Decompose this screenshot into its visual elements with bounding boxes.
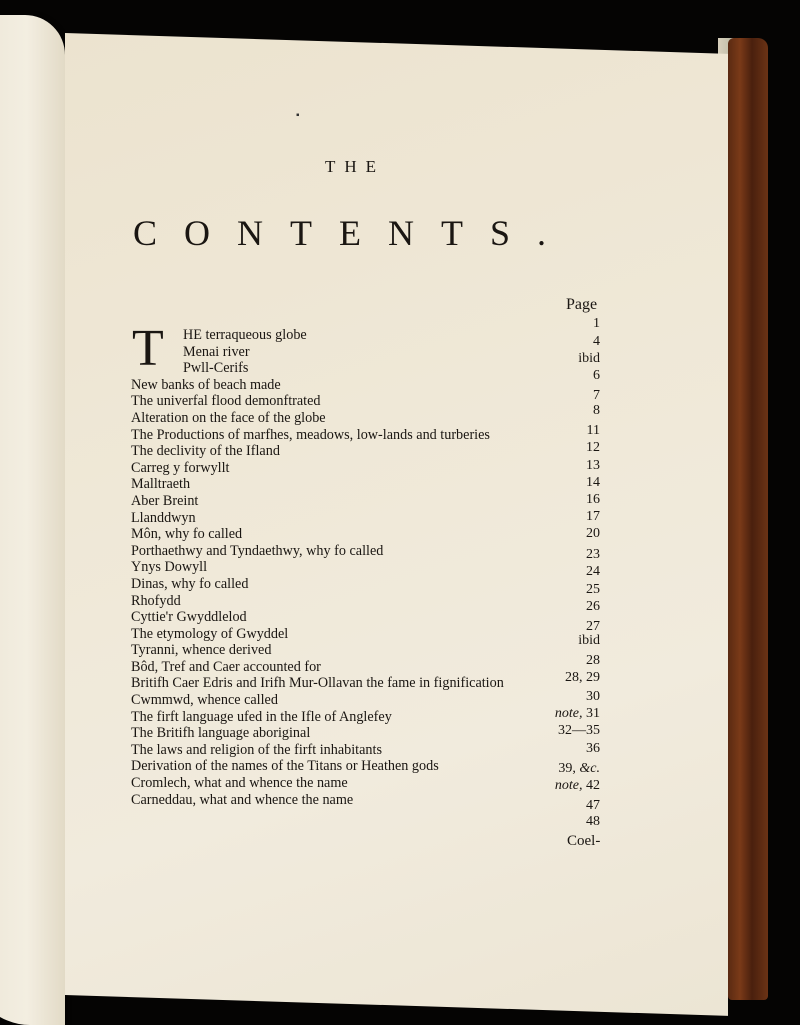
list-item: The Britifh language aboriginal [131,725,311,742]
list-item: The laws and religion of the firft inhabitants [131,741,382,758]
page-number: 26 [586,599,600,614]
list-item: Ynys Dowyll [131,559,208,576]
list-item: Alteration on the face of the globe [131,409,326,426]
list-item: The declivity of the Ifland [131,443,280,460]
page-number: 16 [586,492,600,507]
first-entry-group [131,320,571,377]
list-item: Britifh Caer Edris and Irifh Mur-Ollavan the fame in fignification [131,675,504,692]
page-number: 1 [593,316,600,331]
list-item: Dinas, why fo called [131,575,249,592]
list-item: The univerfal flood demonftrated [131,393,321,410]
page-number: 25 [586,582,600,597]
list-item: Pwll-Cerifs [183,360,249,377]
note-label: note, [554,778,583,793]
page-number: 28, 29 [565,670,600,685]
list-item: HE terraqueous globe [183,327,307,343]
list-item: The etymology of Gwyddel [131,625,289,642]
heading-contents: CONTENTS. [133,213,573,253]
list-item: Menai river [183,343,250,360]
printer-mark: ▪ [296,110,300,121]
page-number: 28 [586,653,600,668]
list-item: Môn, why fo called [131,526,243,543]
page-column-label: Page [566,296,598,313]
list-item: The firft language ufed in the Ifle of Anglefey [131,708,392,725]
page-number [558,761,600,777]
page-number: 24 [586,564,600,579]
list-item: Tyranni, whence derived [131,642,272,659]
page-number: 11 [586,423,600,438]
page-number: 27 [586,619,600,634]
list-item: Aber Breint [131,492,199,509]
page-number: 12 [586,440,600,455]
page-number: ibid [578,351,600,366]
list-item: Cwmmwd, whence called [131,692,278,709]
list-item: Llanddwyn [131,509,196,526]
page-number: 17 [586,509,600,524]
drop-cap: T [132,320,164,377]
page-number: 14 [586,475,600,490]
page-number: 7 [593,388,600,403]
page-number: 47 [586,798,600,813]
etc-label: &c. [579,761,600,776]
list-item: Carneddau, what and whence the name [131,791,354,808]
catchword: Coel- [567,833,601,849]
contents-entries [131,320,571,808]
list-item: Cromlech, what and whence the name [131,775,348,792]
list-item: Derivation of the names of the Titans or Heathen gods [131,758,439,775]
list-item: Rhofydd [131,592,181,609]
page-number: 4 [593,334,600,349]
list-item: Porthaethwy and Tyndaethwy, why fo called [131,542,384,559]
list-item: Carreg y forwyllt [131,459,230,476]
page-number: 36 [586,741,600,756]
page-number: 30 [586,689,600,704]
page-number: 32—35 [558,723,600,738]
list-item: Malltraeth [131,476,191,493]
list-item: The Productions of marfhes, meadows, low-lands and turberies [131,426,490,443]
page-value: 39, [558,761,576,776]
heading-the: THE [325,157,386,176]
page-value: 42 [586,778,600,793]
page-number [555,778,600,794]
list-item: Bôd, Tref and Caer accounted for [131,658,321,675]
page-number: 6 [593,368,600,383]
page-number: 8 [593,403,600,418]
page-number: 48 [586,814,600,829]
page-number: 23 [586,547,600,562]
list-item: New banks of beach made [131,376,281,393]
list-item: Cyttie'r Gwyddlelod [131,609,247,626]
page-number [555,706,600,722]
page-number: ibid [578,633,600,648]
page-value: 31 [586,706,600,721]
note-label: note, [554,706,583,721]
page-number: 13 [586,458,600,473]
page-number: 20 [586,526,600,541]
